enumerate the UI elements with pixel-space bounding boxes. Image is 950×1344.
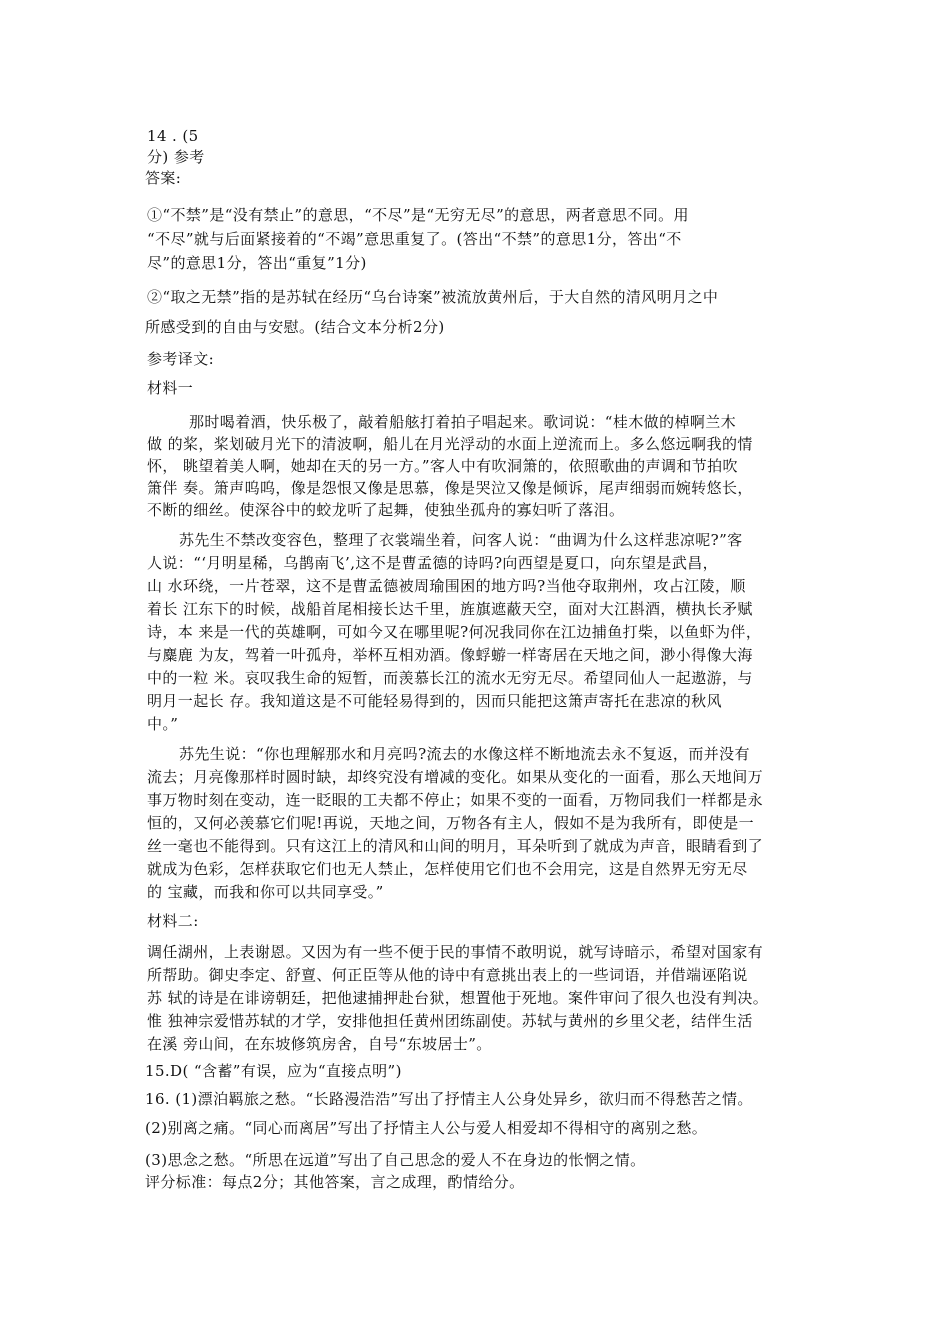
material2-label: 材料二:: [147, 912, 199, 930]
material1-para3-line-3: 事万物时刻在变动，连一眨眼的工夫都不停止；如果不变的一面看，万物同我们一样都是永: [147, 791, 764, 809]
q15-answer: 15.D( “含蓄”有误，应为“直接点明”): [145, 1062, 402, 1080]
translation-label: 参考译文:: [147, 350, 215, 368]
material1-para2-line-4: 着长 江东下的时候，战船首尾相接长达千里，旌旗遮蔽天空，面对大江斟酒，横执长矛赋: [147, 600, 753, 618]
material1-para3-line-2: 流去；月亮像那样时圆时缺，却终究没有增减的变化。如果从变化的一面看，那么天地间万: [147, 768, 764, 786]
material1-para1-line-5: 不断的细丝。使深谷中的蛟龙听了起舞，使独坐孤舟的寡妇听了落泪。: [147, 501, 625, 519]
q14-header-line-2: 分) 参考: [147, 148, 205, 166]
q16-scoring-standard: 评分标准：每点2分；其他答案，言之成理，酌情给分。: [145, 1173, 525, 1191]
material1-para2-line-8: 明月一起长 存。我知道这是不可能轻易得到的，因而只能把这箫声寄托在悲凉的秋风: [147, 692, 722, 710]
q14-header-line-3: 答案:: [145, 169, 182, 187]
material1-para2-line-1: 苏先生不禁改变容色，整理了衣裳端坐着，问客人说：“曲调为什么这样悲凉呢?”客: [179, 531, 743, 549]
material1-para2-line-9: 中。”: [147, 715, 179, 733]
material2-line-4: 惟 独神宗爱惜苏轼的才学，安排他担任黄州团练副使。苏轼与黄州的乡里父老，结伴生活: [147, 1012, 753, 1030]
material1-para1-line-3: 怀， 眺望着美人啊，她却在天的另一方。”客人中有吹洞箫的，依照歌曲的声调和节拍吹: [147, 457, 738, 475]
material1-para2-line-2: 人说：“‘月明星稀，乌鹊南飞’,这不是曹孟德的诗吗?向西望是夏口，向东望是武昌，: [147, 554, 719, 572]
material2-line-2: 所帮助。御史李定、舒亶、何正臣等从他的诗中有意挑出表上的一些词语，并借端诬陷说: [147, 966, 748, 984]
q14-answer1-line-1: ①“不禁”是“没有禁止”的意思，“不尽”是“无穷无尽”的意思，两者意思不同。用: [147, 206, 689, 224]
q14-answer2-line-1: ②“取之无禁”指的是苏轼在经历“乌台诗案”被流放黄州后，于大自然的清风明月之中: [147, 288, 719, 306]
material1-para2-line-3: 山 水环绕，一片苍翠，这不是曹孟德被周瑜围困的地方吗?当他夺取荆州，攻占江陵，顺: [147, 577, 746, 595]
material1-para2-line-5: 诗，本 来是一代的英雄啊，可如今又在哪里呢?何况我同你在江边捕鱼打柴，以鱼虾为伴，: [147, 623, 762, 641]
material1-para3-line-4: 恒的，又何必羡慕它们呢!再说，天地之间，万物各有主人，假如不是为我所有，即使是一: [147, 814, 755, 832]
material1-para2-line-7: 中的一粒 米。哀叹我生命的短暂，而羡慕长江的流水无穷无尽。希望同仙人一起遨游，与: [147, 669, 753, 687]
q16-line-2: (2)别离之痛。“同心而离居”写出了抒情主人公与爱人相爱却不得相守的离别之愁。: [145, 1119, 708, 1137]
material2-line-3: 苏 轼的诗是在诽谤朝廷，把他逮捕押赴台狱，想置他于死地。案件审问了很久也没有判决。: [147, 989, 769, 1007]
material1-para3-line-1: 苏先生说：“你也理解那水和月亮吗?流去的水像这样不断地流去永不复返，而并没有: [179, 745, 750, 763]
material1-label: 材料一: [147, 379, 194, 397]
material1-para2-line-6: 与麋鹿 为友，驾着一叶孤舟，举杯互相劝酒。像蜉蝣一样寄居在天地之间，渺小得像大海: [147, 646, 753, 664]
material1-para3-line-5: 丝一毫也不能得到。只有这江上的清风和山间的明月，耳朵听到了就成为声音，眼睛看到了: [147, 837, 764, 855]
q14-answer2-line-2: 所感受到的自由与安慰。(结合文本分析2分): [145, 318, 445, 336]
q14-header-line-1: 14 . (5: [147, 127, 199, 145]
q14-answer1-line-3: 尽”的意思1分，答出“重复”1分): [147, 254, 367, 272]
material1-para1-line-1: 那时喝着酒，快乐极了，敲着船舷打着拍子唱起来。歌词说：“桂木做的棹啊兰木: [189, 413, 737, 431]
q16-line-1: 16. (1)漂泊羁旅之愁。“长路漫浩浩”写出了抒情主人公身处异乡，欲归而不得愁苦之情。: [145, 1090, 753, 1108]
q16-line-3: (3)思念之愁。“所思在远道”写出了自己思念的爱人不在身边的怅惘之情。: [145, 1151, 646, 1169]
material1-para3-line-6: 就成为色彩，怎样获取它们也无人禁止，怎样使用它们也不会用完，这是自然界无穷无尽: [147, 860, 748, 878]
material2-line-5: 在溪 旁山间，在东坡修筑房舍，自号“东坡居士”。: [147, 1035, 492, 1053]
material2-line-1: 调任湖州，上表谢恩。又因为有一些不便于民的事情不敢明说，就写诗暗示，希望对国家有: [147, 943, 764, 961]
material1-para1-line-4: 箫伴 奏。箫声呜呜，像是怨恨又像是思慕，像是哭泣又像是倾诉，尾声细弱而婉转悠长，: [147, 479, 753, 497]
q14-answer1-line-2: “不尽”就与后面紧接着的“不竭”意思重复了。(答出“不禁”的意思1分，答出“不: [147, 230, 682, 248]
material1-para1-line-2: 做 的桨，桨划破月光下的清波啊，船儿在月光浮动的水面上逆流而上。多么悠远啊我的情: [147, 435, 753, 453]
material1-para3-line-7: 的 宝藏，而我和你可以共同享受。”: [147, 883, 384, 901]
